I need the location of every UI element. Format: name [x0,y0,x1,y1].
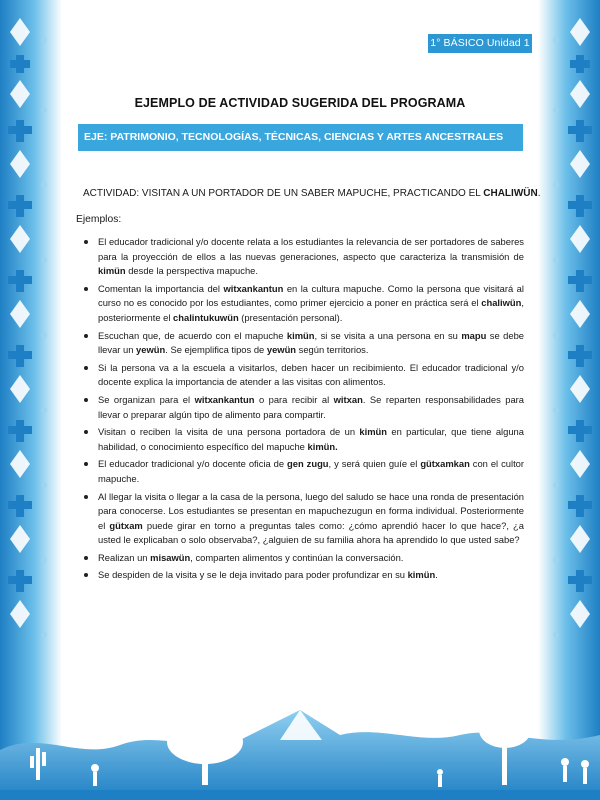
list-item: Se organizan para el witxankantun o para recibir al witxan. Se reparten responsabilidades para llevar o preparar algún tipo de alimento para compartir. [78,393,524,422]
examples-label: Ejemplos: [76,214,122,225]
list-item: Si la persona va a la escuela a visitarlos, deben hacer un recibimiento. El educador tradicional y/o docente explica la importancia de atender a las visitas con alimentos. [78,361,524,390]
activity-prefix: ACTIVIDAD: VISITAN A UN PORTADOR DE UN SABER MAPUCHE, PRACTICANDO EL [83,188,484,199]
examples-list [78,235,524,586]
activity-highlight: CHALIWÜN [483,188,538,199]
list-item: Realizan un misawün, comparten alimentos y continúan la conversación. [78,551,524,566]
list-item: El educador tradicional y/o docente relata a los estudiantes la relevancia de ser portadores de saberes para la proyección de ellos a las nuevas generaciones, aspecto que caracteriza la transmisión de kimün desde la perspectiva mapuche. [78,235,524,279]
list-item: El educador tradicional y/o docente oficia de gen zugu, y será quien guíe el gütxamkan con el cultor mapuche. [78,457,524,486]
mapuche-pattern-left-icon [0,0,62,800]
grade-unit-tag: 1° BÁSICO Unidad 1 [428,34,532,53]
bottom-landscape [0,690,600,800]
list-item: Al llegar la visita o llegar a la casa de la persona, luego del saludo se hace una ronda de presentación para conocerse. Los estudiantes se presentan en mapuchezugun en forma individual. Posteriormente el gütxam puede girar en torno a preguntas tales como: ¿cómo aprendió hacer lo que hace?, ¿a usted le explicaban o solo observaba?, ¿alguien de su familia ahora ha aprendido lo que usted sabe? [78,490,524,548]
landscape-illustration-icon [0,690,600,800]
activity-title [83,188,541,199]
left-decorative-border [0,0,62,800]
list-item: Comentan la importancia del witxankantun en la cultura mapuche. Como la persona que visitará al curso no es conocido por los estudiantes, como primer ejercicio a poner en práctica será el chaliwün, posteriormente el chalintukuwün (presentación personal). [78,282,524,326]
mapuche-pattern-right-icon [538,0,600,800]
list-item: Escuchan que, de acuerdo con el mapuche kimün, si se visita a una persona en su mapu se debe llevar un yewün. Se ejemplifica tipos de yewün según territorios. [78,329,524,358]
list-item: Se despiden de la visita y se le deja invitado para poder profundizar en su kimün. [78,568,524,583]
eje-banner: EJE: PATRIMONIO, TECNOLOGÍAS, TÉCNICAS, CIENCIAS Y ARTES ANCESTRALES [78,124,523,151]
activity-suffix: . [537,188,541,199]
page-title: EJEMPLO DE ACTIVIDAD SUGERIDA DEL PROGRAMA [134,96,466,110]
right-decorative-border [538,0,600,800]
list-item: Visitan o reciben la visita de una persona portadora de un kimün en particular, que tiene alguna habilidad, o conocimiento específico del mapuche kimün. [78,425,524,454]
